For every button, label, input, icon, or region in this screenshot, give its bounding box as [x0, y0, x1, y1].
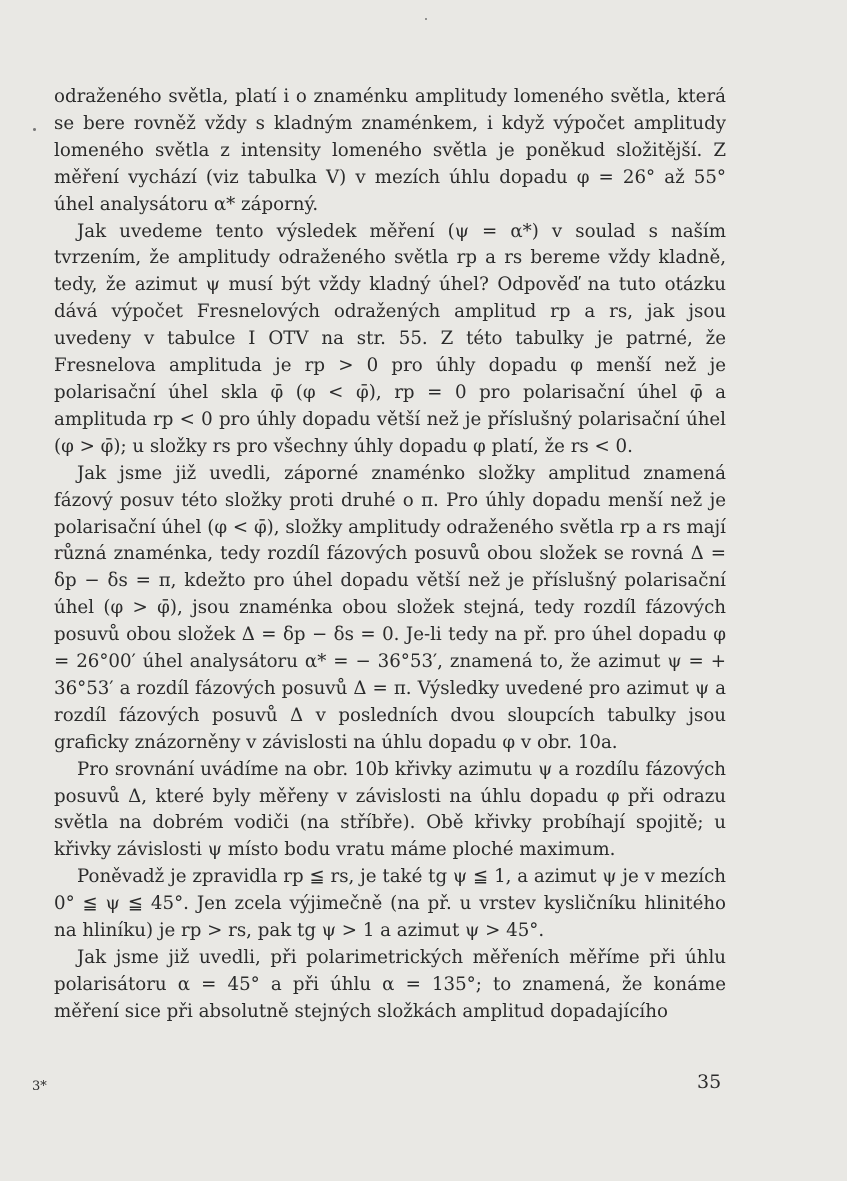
paragraph-6: Jak jsme již uvedli, při polarimetrických měřeních měříme při úhlu polarisátoru α = 45° a při úhlu α = 135°; to znamená, že konáme měření sice při absolutně stejných složkách amplitud dopadajícího — [54, 947, 726, 1022]
body-text — [54, 84, 726, 1026]
page-footer — [0, 1071, 847, 1111]
paragraph-3: Jak jsme již uvedli, záporné znaménko složky amplitud znamená fázový posuv této složky proti druhé o π. Pro úhly dopadu menší než je polarisační úhel (φ < φ̄), složky amplitudy odraženého světla rp a rs mají různá znaménka, tedy rozdíl fázových posuvů obou složek se rovná Δ = δp − δs = π, kdežto pro úhel dopadu větší než je příslušný polarisační úhel (φ > φ̄), jsou znaménka obou složek stejná, tedy rozdíl fázových posuvů obou složek Δ = δp − δs = 0. Je-li tedy na př. pro úhel dopadu φ = 26°00′ úhel analysátoru α* = − 36°53′, znamená to, že azimut ψ = + 36°53′ a rozdíl fázových posuvů Δ = π. Výsledky uvedené pro azimut ψ a rozdíl fázových posuvů Δ v posledních dvou sloupcích tabulky jsou graficky znázorněny v závislosti na úhlu dopadu φ v obr. 10a. — [54, 462, 726, 753]
printer-signature-mark: 3* — [32, 1079, 47, 1094]
paper-speck — [33, 128, 36, 131]
paper-speck — [425, 18, 427, 20]
paragraph-4: Pro srovnání uvádíme na obr. 10b křivky azimutu ψ a rozdílu fázových posuvů Δ, které byly měřeny v závislosti na úhlu dopadu φ při odrazu světla na dobrém vodiči (na stříbře). Obě křivky probíhají spojitě; u křivky závislosti ψ místo bodu vratu máme ploché maximum. — [54, 758, 726, 861]
paragraph-5: Poněvadž je zpravidla rp ≦ rs, je také tg ψ ≦ 1, a azimut ψ je v mezích 0° ≦ ψ ≦ 45°. Jen zcela výjimečně (na př. u vrstev kysličníku hlinitého na hliníku) je rp > rs, pak tg ψ > 1 a azimut ψ > 45°. — [54, 866, 726, 942]
page-number: 35 — [697, 1071, 722, 1093]
paragraph-2: Jak uvedeme tento výsledek měření (ψ = α*) v soulad s naším tvrzením, že amplitudy odraženého světla rp a rs bereme vždy kladně, tedy, že azimut ψ musí být vždy kladný úhel? Odpověď na tuto otázku dává výpočet Fresnelových odražených amplitud rp a rs, jak jsou uvedeny v tabulce I OTV na str. 55. Z této tabulky je patrné, že Fresnelova amplituda je rp > 0 pro úhly dopadu φ menší než je polarisační úhel skla φ̄ (φ < φ̄), rp = 0 pro polarisační úhel φ̄ a amplituda rp < 0 pro úhly dopadu větší než je příslušný polarisační úhel (φ > φ̄); u složky rs pro všechny úhly dopadu φ platí, že rs < 0. — [54, 220, 726, 457]
paragraph-1: odraženého světla, platí i o znaménku amplitudy lomeného světla, která se bere rovněž vždy s kladným znaménkem, i když výpočet amplitudy lomeného světla z intensity lomeného světla je poněkud složitější. Z měření vychází (viz tabulka V) v mezích úhlu dopadu φ = 26° až 55° úhel analysátoru α* záporný. — [54, 86, 726, 215]
